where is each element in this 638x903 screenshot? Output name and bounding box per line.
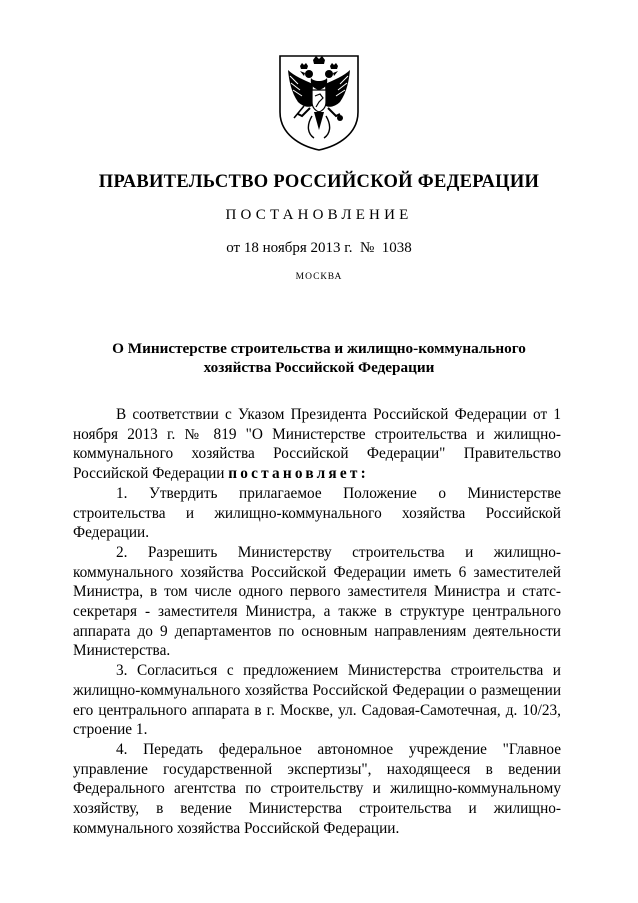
document-city: МОСКВА	[295, 272, 343, 282]
heading-line-2: хозяйства Российской Федерации	[203, 359, 435, 376]
document-type: ПОСТАНОВЛЕНИЕ	[225, 207, 413, 223]
resolves-word: постановляет:	[228, 465, 369, 483]
paragraph-3: 3. Согласиться с предложением Министерства строительства и жилищно-коммунального хозяйства Российской Федерации о размещении его центрального аппарата в г. Москве, ул. Садовая-Самотечная, д. 10/23, строение 1.	[73, 662, 561, 739]
document-body	[73, 405, 561, 838]
intro-paragraph	[73, 405, 561, 484]
intro-text: В соответствии с Указом Президента Российской Федерации от 1 ноября 2013 г. № 819 "О Министерстве строительства и жилищно-коммунального хозяйства Российской Федерации" Правительство Российской Федерации	[73, 406, 561, 483]
heading-line-1: О Министерстве строительства и жилищно-коммунального	[112, 340, 526, 357]
document-date-number: от 18 ноября 2013 г. № 1038	[226, 240, 412, 256]
paragraph-1: 1. Утвердить прилагаемое Положение о Министерстве строительства и жилищно-коммунального хозяйства Российской Федерации.	[73, 484, 561, 542]
coat-of-arms-icon	[276, 50, 362, 152]
paragraph-2: 2. Разрешить Министерству строительства и жилищно-коммунального хозяйства Российской Федерации иметь 6 заместителей Министра, в том числе одного первого заместителя Министра и статс-секретаря - заместителя Министра, а также в структуре центрального аппарата до 9 департаментов по основным направлениям деятельности Министерства.	[73, 543, 561, 660]
document-heading	[90, 339, 548, 377]
paragraph-4: 4. Передать федеральное автономное учреждение "Главное управление государственной экспертизы", находящееся в ведении Федерального агентства по строительству и жилищно-коммунальному хозяйству, в ведение Министерства строительства и жилищно-коммунального хозяйства Российской Федерации.	[73, 740, 561, 837]
government-title: ПРАВИТЕЛЬСТВО РОССИЙСКОЙ ФЕДЕРАЦИИ	[98, 172, 540, 192]
